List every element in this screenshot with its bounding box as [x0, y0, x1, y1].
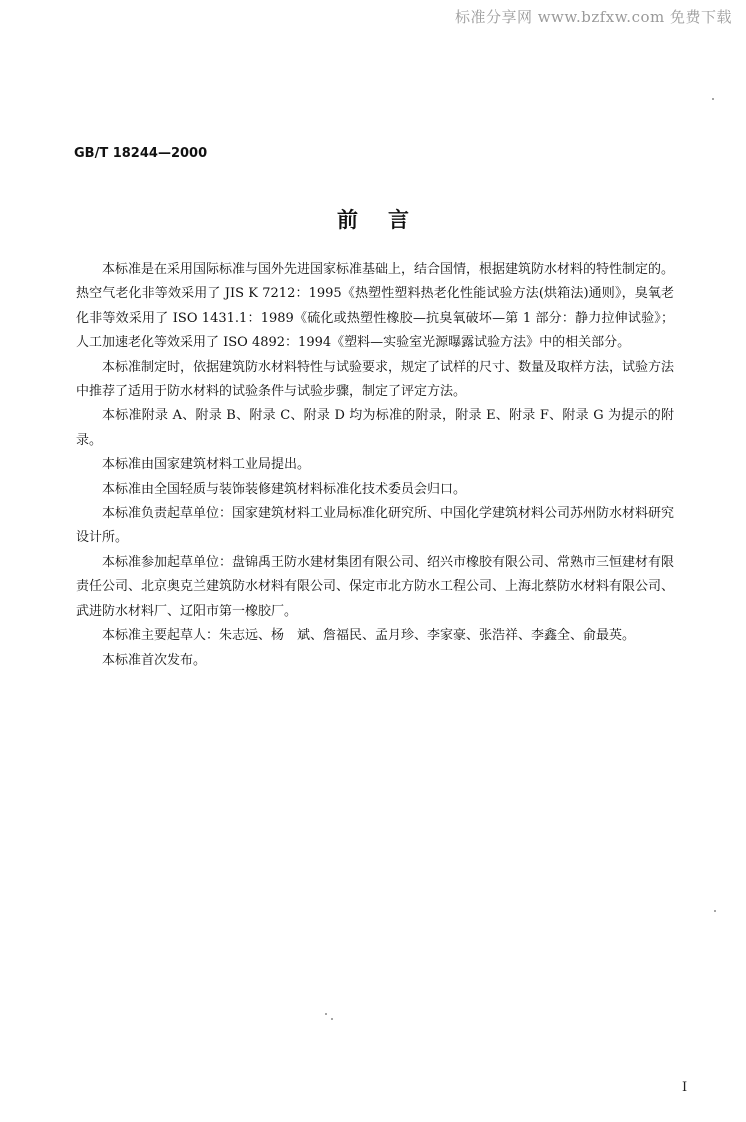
scan-speck	[712, 98, 714, 100]
scan-speck	[714, 910, 716, 912]
paragraph-annexes: 本标准附录 A、附录 B、附录 C、附录 D 均为标准的附录，附录 E、附录 F、附录 G 为提示的附录。	[76, 408, 674, 448]
scan-speck	[331, 1018, 333, 1020]
paragraph-committee: 本标准由全国轻质与装饰装修建筑材料标准化技术委员会归口。	[102, 481, 467, 497]
paragraph-adoption: 本标准是在采用国际标准与国外先进国家标准基础上，结合国情，根据建筑防水材料的特性制定的。热空气老化非等效采用了 JIS K 7212：1995《热塑性塑料热老化性能试验方法(烘箱法)通则》，臭氧老化非等效采用了 ISO 1431.1：1989《硫化或热塑性橡胶—抗臭氧破坏—第 1 部分：静力拉伸试验》；人工加速老化等效采用了 ISO 4892：1994《塑料—实验室光源曝露试验方法》中的相关部分。	[76, 262, 675, 351]
page-number: I	[682, 1080, 688, 1095]
paragraph-proposer: 本标准由国家建筑材料工业局提出。	[102, 457, 311, 473]
paragraph-participating-drafters: 本标准参加起草单位：盘锦禹王防水建材集团有限公司、绍兴市橡胶有限公司、常熟市三恒建材有限责任公司、北京奥克兰建筑防水材料有限公司、保定市北方防水工程公司、上海北蔡防水材料有限公司、武进防水材料厂、辽阳市第一橡胶厂。	[76, 554, 675, 619]
paragraph-first-release: 本标准首次发布。	[102, 652, 207, 668]
paragraph-formulation: 本标准制定时，依据建筑防水材料特性与试验要求，规定了试样的尺寸、数量及取样方法，试验方法中推荐了适用于防水材料的试验条件与试验步骤，制定了评定方法。	[76, 359, 675, 400]
foreword-body	[76, 258, 674, 673]
standard-code: GB/T 18244—2000	[74, 146, 208, 161]
paragraph-lead-drafters: 本标准负责起草单位：国家建筑材料工业局标准化研究所、中国化学建筑材料公司苏州防水材料研究设计所。	[76, 506, 675, 546]
scan-speck	[325, 1013, 327, 1015]
site-watermark: 标准分享网 www.bzfxw.com 免费下载	[454, 8, 732, 26]
paragraph-main-authors: 本标准主要起草人：朱志远、杨 斌、詹福民、孟月珍、李家豪、张浩祥、李鑫全、俞最英。	[102, 628, 636, 644]
page-title: 前言	[337, 208, 439, 232]
